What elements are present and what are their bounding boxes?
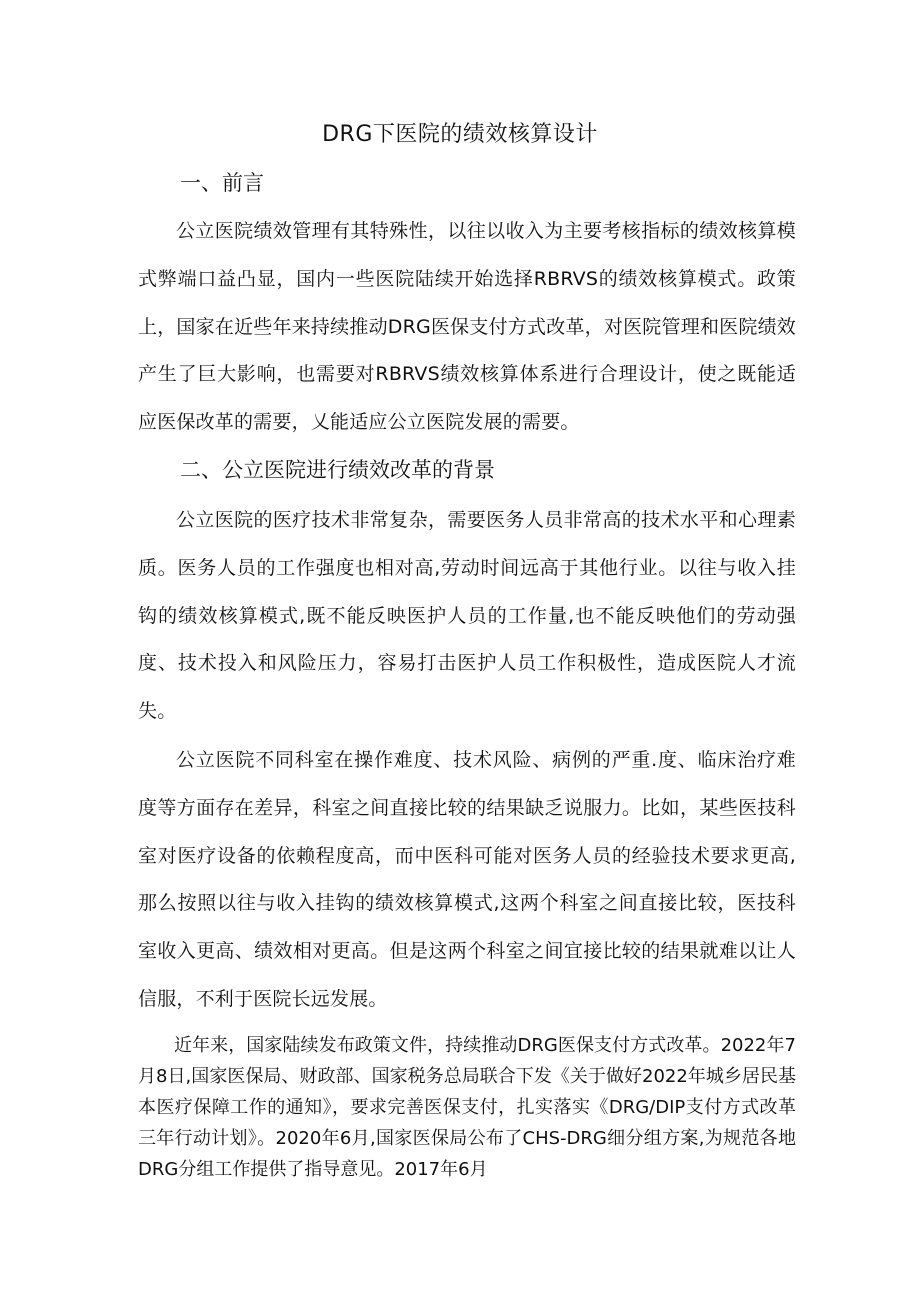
- section-heading-background: 二、公立医院进行绩效改革的背景: [180, 458, 495, 482]
- section-heading-preface: 一、前言: [180, 171, 264, 195]
- paragraph-background-1: 公立医院的医疗技术非常复杂，需要医务人员非常高的技术水平和心理素质。医务人员的工作强度也相对高,劳动时间远高于其他行业。以往与收入挂钩的绩效核算模式,既不能反映医护人员的工作量,也不能反映他们的劳动强度、技术投入和风险压力，容易打击医护人员工作积极性，造成医院人才流失。: [138, 509, 796, 723]
- paragraph-preface: 公立医院绩效管理有其特殊性，以往以收入为主要考核指标的绩效核算模式弊端口益凸显，国内一些医院陆续开始选择RBRVS的绩效核算模式。政策上，国家在近些年来持续推动DRG医保支付方式改革，对医院管理和医院绩效产生了巨大影响，也需要对RBRVS绩效核算体系进行合理设计，使之既能适应医保改革的需要，乂能适应公立医院发展的需要。: [138, 220, 796, 434]
- paragraph-background-3: 近年来，国家陆续发布政策文件，持续推动DRG医保支付方式改革。2022年7月8日,国家医保局、财政部、国家税务总局联合下发《关于做好2022年城乡居民基本医疗保障工作的通知》，要求完善医保支付，扎实落实《DRG/DIP支付方式改革三年行动计划》。2020年6月,国家医保局公布了CHS-DRG细分组方案,为规范各地DRG分组工作提供了指导意见。2017年6月: [138, 1035, 796, 1180]
- document-title: DRG下医院的绩效核算设计: [322, 122, 598, 147]
- paragraph-background-2: 公立医院不同科室在操作难度、技术风险、病例的严重.度、临床治疗难度等方面存在差异，科室之间直接比较的结果缺乏说服力。比如，某些医技科室对医疗设备的依赖程度高，而中医科可能对医务人员的经验技术要求更高,那么按照以往与收入挂钩的绩效核算模式,这两个科室之间直接比较，医技科室收入更高、绩效相对更高。但是这两个科室之间宜接比较的结果就难以让人信服，不利于医院长远发展。: [138, 749, 796, 1010]
